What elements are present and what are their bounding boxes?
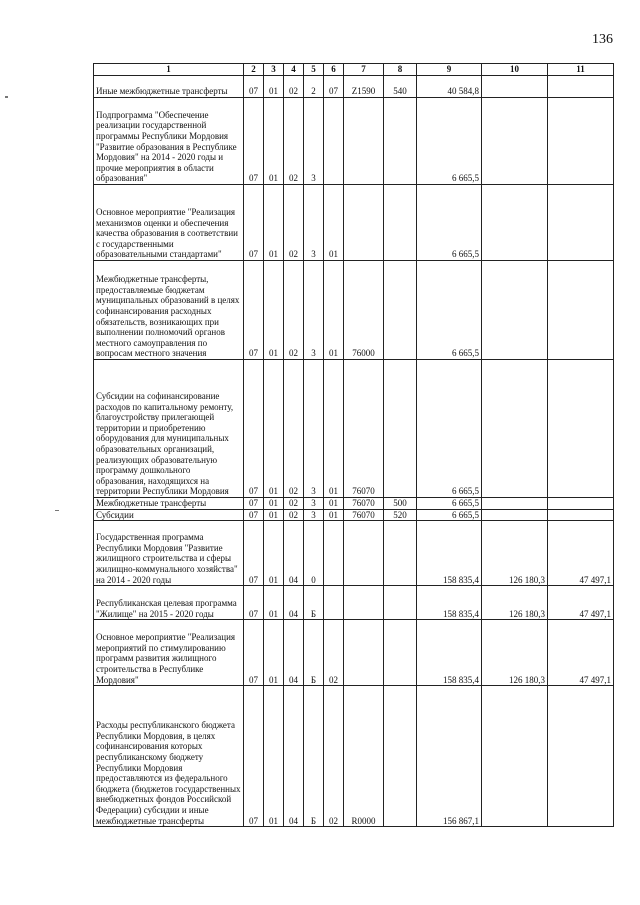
header-cell: 5 (304, 64, 324, 76)
cell-amount-3 (548, 185, 614, 261)
cell-direction: 76000 (344, 261, 384, 360)
cell-activity: 01 (324, 498, 344, 510)
cell-direction: 76070 (344, 360, 384, 498)
cell-amount-2 (482, 686, 548, 827)
cell-section: 01 (264, 498, 284, 510)
cell-section: 01 (264, 98, 284, 185)
row-name: Субсидии на софинансирование расходов по капитальному ремонту, благоустройству прилегающей территории и приобретению оборудования для муниципальных образовательных организаций, реализующих образовательную программу дошкольного образования, находящихся на территории Республики Мордовия (94, 360, 244, 498)
cell-amount-2 (482, 498, 548, 510)
table-row (94, 686, 614, 827)
cell-amount-3 (548, 76, 614, 98)
cell-expense-type: 540 (384, 76, 417, 98)
cell-program: Б (304, 586, 324, 620)
cell-amount-2 (482, 185, 548, 261)
header-cell: 9 (417, 64, 482, 76)
cell-direction (344, 185, 384, 261)
cell-section: 01 (264, 686, 284, 827)
cell-program: 3 (304, 360, 324, 498)
cell-section: 01 (264, 261, 284, 360)
cell-amount-3 (548, 509, 614, 521)
cell-chapter: 07 (244, 686, 264, 827)
cell-expense-type (384, 185, 417, 261)
cell-program: Б (304, 620, 324, 686)
cell-amount-1: 6 665,5 (417, 98, 482, 185)
cell-amount-1: 40 584,8 (417, 76, 482, 98)
table-row (94, 586, 614, 620)
cell-chapter: 07 (244, 261, 264, 360)
cell-direction: 76070 (344, 509, 384, 521)
row-name: Иные межбюджетные трансферты (94, 76, 244, 98)
cell-program: 3 (304, 98, 324, 185)
row-name: Основное мероприятие "Реализация механизмов оценки и обеспечения качества образования в соответствии с государственными образовательными стандартами" (94, 185, 244, 261)
cell-amount-2: 126 180,3 (482, 620, 548, 686)
header-cell: 7 (344, 64, 384, 76)
cell-program: Б (304, 686, 324, 827)
cell-expense-type: 500 (384, 498, 417, 510)
header-cell: 10 (482, 64, 548, 76)
cell-activity (324, 521, 344, 586)
row-name: Межбюджетные трансферты, предоставляемые бюджетам муниципальных образований в целях софинансирования расходных обязательств, возникающих при выполнении полномочий органов местного самоуправления по вопросам местного значения (94, 261, 244, 360)
cell-amount-3: 47 497,1 (548, 620, 614, 686)
cell-amount-1: 158 835,4 (417, 521, 482, 586)
cell-section: 01 (264, 185, 284, 261)
cell-chapter: 07 (244, 98, 264, 185)
row-name: Субсидии (94, 509, 244, 521)
table-row (94, 498, 614, 510)
cell-amount-1: 6 665,5 (417, 185, 482, 261)
cell-amount-1: 6 665,5 (417, 509, 482, 521)
row-name: Государственная программа Республики Мордовия "Развитие жилищного строительства и сферы жилищно-коммунального хозяйства" на 2014 - 2020 годы (94, 521, 244, 586)
cell-amount-1: 6 665,5 (417, 498, 482, 510)
cell-amount-2 (482, 360, 548, 498)
cell-expense-type (384, 98, 417, 185)
cell-activity (324, 98, 344, 185)
header-cell: 8 (384, 64, 417, 76)
cell-section: 01 (264, 521, 284, 586)
cell-chapter: 07 (244, 521, 264, 586)
cell-direction (344, 586, 384, 620)
cell-amount-3 (548, 98, 614, 185)
cell-activity (324, 586, 344, 620)
table-row (94, 509, 614, 521)
cell-chapter: 07 (244, 185, 264, 261)
cell-section: 01 (264, 509, 284, 521)
cell-amount-2: 126 180,3 (482, 521, 548, 586)
cell-expense-type (384, 686, 417, 827)
row-name: Расходы республиканского бюджета Республики Мордовия, в целях софинансирования которых республиканскому бюджету Республики Мордовия предоставляются из федерального бюджета (бюджетов государственных внебюджетных фондов Российской Федерации) субсидии и иные межбюджетные трансферты (94, 686, 244, 827)
cell-section: 01 (264, 586, 284, 620)
cell-subsection: 02 (284, 498, 304, 510)
page-number: 136 (592, 32, 613, 47)
header-cell: 2 (244, 64, 264, 76)
cell-expense-type (384, 586, 417, 620)
header-cell: 4 (284, 64, 304, 76)
cell-subsection: 02 (284, 98, 304, 185)
row-name: Основное мероприятие "Реализация мероприятий по стимулированию программ развития жилищного строительства в Республике Мордовия" (94, 620, 244, 686)
cell-activity: 02 (324, 620, 344, 686)
cell-amount-1: 6 665,5 (417, 261, 482, 360)
cell-amount-3 (548, 261, 614, 360)
cell-expense-type (384, 620, 417, 686)
cell-amount-1: 158 835,4 (417, 620, 482, 686)
table-row (94, 521, 614, 586)
cell-amount-2 (482, 76, 548, 98)
cell-amount-3 (548, 360, 614, 498)
cell-subsection: 02 (284, 509, 304, 521)
cell-direction: 76070 (344, 498, 384, 510)
cell-program: 3 (304, 261, 324, 360)
cell-amount-3: 47 497,1 (548, 521, 614, 586)
row-name: Республиканская целевая программа "Жилище" на 2015 - 2020 годы (94, 586, 244, 620)
cell-chapter: 07 (244, 360, 264, 498)
cell-amount-3 (548, 686, 614, 827)
cell-chapter: 07 (244, 586, 264, 620)
cell-activity: 07 (324, 76, 344, 98)
cell-expense-type (384, 521, 417, 586)
row-name: Подпрограмма "Обеспечение реализации государственной программы Республики Мордовия "Развитие образования в Республике Мордовия" на 2014 - 2020 годы и прочие мероприятия в области образования" (94, 98, 244, 185)
cell-direction (344, 521, 384, 586)
cell-program: 0 (304, 521, 324, 586)
cell-direction (344, 98, 384, 185)
cell-amount-3 (548, 498, 614, 510)
cell-direction (344, 620, 384, 686)
cell-chapter: 07 (244, 498, 264, 510)
cell-program: 3 (304, 509, 324, 521)
cell-section: 01 (264, 360, 284, 498)
cell-subsection: 04 (284, 620, 304, 686)
cell-amount-3: 47 497,1 (548, 586, 614, 620)
cell-chapter: 07 (244, 76, 264, 98)
cell-subsection: 04 (284, 586, 304, 620)
cell-expense-type: 520 (384, 509, 417, 521)
cell-program: 3 (304, 185, 324, 261)
cell-expense-type (384, 360, 417, 498)
cell-activity: 02 (324, 686, 344, 827)
header-cell: 1 (94, 64, 244, 76)
cell-direction: Z1590 (344, 76, 384, 98)
cell-subsection: 04 (284, 521, 304, 586)
cell-chapter: 07 (244, 509, 264, 521)
header-cell: 11 (548, 64, 614, 76)
header-cell: 6 (324, 64, 344, 76)
row-name: Межбюджетные трансферты (94, 498, 244, 510)
cell-section: 01 (264, 620, 284, 686)
cell-expense-type (384, 261, 417, 360)
header-row (94, 64, 614, 76)
cell-program: 2 (304, 76, 324, 98)
scan-mark (55, 510, 59, 511)
cell-subsection: 02 (284, 185, 304, 261)
cell-chapter: 07 (244, 620, 264, 686)
cell-subsection: 02 (284, 261, 304, 360)
cell-subsection: 02 (284, 360, 304, 498)
cell-amount-2 (482, 509, 548, 521)
cell-amount-1: 6 665,5 (417, 360, 482, 498)
cell-activity: 01 (324, 185, 344, 261)
header-cell: 3 (264, 64, 284, 76)
table-row (94, 620, 614, 686)
cell-amount-2 (482, 261, 548, 360)
cell-program: 3 (304, 498, 324, 510)
table-row (94, 98, 614, 185)
cell-direction: R0000 (344, 686, 384, 827)
table-row (94, 360, 614, 498)
cell-amount-2: 126 180,3 (482, 586, 548, 620)
table-row (94, 185, 614, 261)
scan-mark (5, 96, 8, 98)
cell-activity: 01 (324, 360, 344, 498)
cell-amount-2 (482, 98, 548, 185)
cell-subsection: 04 (284, 686, 304, 827)
cell-amount-1: 158 835,4 (417, 586, 482, 620)
cell-activity: 01 (324, 509, 344, 521)
cell-amount-1: 156 867,1 (417, 686, 482, 827)
cell-subsection: 02 (284, 76, 304, 98)
cell-activity: 01 (324, 261, 344, 360)
table-row (94, 261, 614, 360)
table-row (94, 76, 614, 98)
budget-table (93, 63, 614, 827)
cell-section: 01 (264, 76, 284, 98)
